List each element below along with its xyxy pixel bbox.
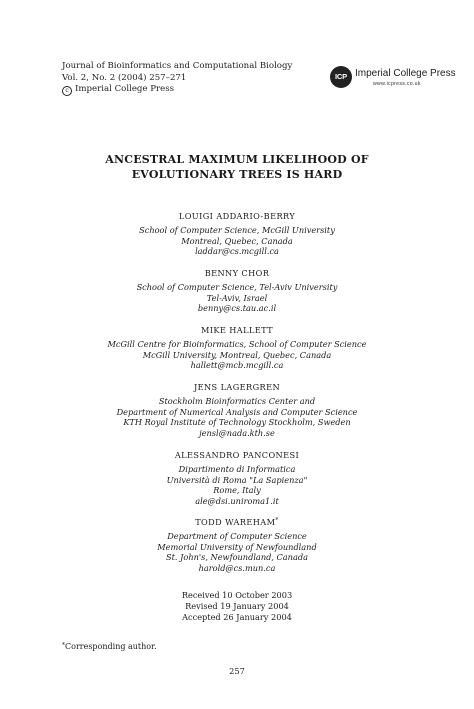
author-block bbox=[0, 325, 474, 371]
author-block bbox=[0, 516, 474, 574]
author-name: MIKE HALLETT bbox=[200, 325, 274, 335]
author-affiliation: Department of Numerical Analysis and Computer Science bbox=[116, 406, 358, 417]
author-affiliation: McGill Centre for Bioinformatics, School of Computer Science bbox=[107, 338, 367, 349]
copyright-icon: c bbox=[62, 86, 72, 96]
author-name bbox=[0, 516, 474, 528]
publisher-logo bbox=[330, 66, 456, 94]
author-affiliation: School of Computer Science, Tel-Aviv University bbox=[136, 281, 338, 292]
author-email: hallett@mcb.mcgill.ca bbox=[190, 360, 284, 371]
journal-copyright bbox=[62, 84, 292, 96]
author-affiliation: Stockholm Bioinformatics Center and bbox=[158, 395, 316, 406]
author-affiliation: Department of Computer Science bbox=[167, 530, 307, 541]
author-affiliation: Tel-Aviv, Israel bbox=[206, 292, 268, 303]
author-affiliation: Rome, Italy bbox=[213, 485, 261, 496]
author-name: LOUIGI ADDARIO-BERRY bbox=[178, 211, 296, 221]
author-affiliation: Università di Roma "La Sapienza" bbox=[166, 474, 308, 485]
corresponding-marker: * bbox=[275, 517, 279, 524]
author-name-text: TODD WAREHAM bbox=[195, 517, 276, 527]
author-block bbox=[0, 268, 474, 314]
journal-header bbox=[62, 61, 292, 96]
author-email: benny@cs.tau.ac.il bbox=[197, 303, 277, 314]
paper-title bbox=[0, 152, 474, 182]
title-line-2: EVOLUTIONARY TREES IS HARD bbox=[131, 168, 343, 181]
author-email: harold@cs.mun.ca bbox=[198, 563, 276, 574]
author-email: laddar@cs.mcgill.ca bbox=[195, 246, 279, 257]
publisher-url: www.icpress.co.uk bbox=[373, 81, 421, 87]
author-email: jensl@nada.kth.se bbox=[199, 428, 275, 439]
title-line-1: ANCESTRAL MAXIMUM LIKELIHOOD OF bbox=[105, 153, 369, 166]
copyright-holder: Imperial College Press bbox=[75, 84, 175, 95]
icp-logo-icon: ICP bbox=[330, 66, 352, 88]
author-block bbox=[0, 450, 474, 507]
author-affiliation: Memorial University of Newfoundland bbox=[157, 541, 317, 552]
publisher-name: Imperial College Press bbox=[355, 68, 456, 79]
received-date: Received 10 October 2003 bbox=[181, 590, 293, 600]
page-number: 257 bbox=[229, 666, 245, 676]
journal-name: Journal of Bioinformatics and Computational Biology bbox=[62, 61, 293, 71]
author-name: BENNY CHOR bbox=[204, 268, 270, 278]
revised-date: Revised 19 January 2004 bbox=[185, 600, 289, 611]
author-affiliation: Dipartimento di Informatica bbox=[178, 463, 296, 474]
author-affiliation: Montreal, Quebec, Canada bbox=[181, 235, 293, 246]
accepted-date: Accepted 26 January 2004 bbox=[182, 611, 292, 622]
author-name: JENS LAGERGREN bbox=[193, 382, 281, 392]
footnote-text: Corresponding author. bbox=[65, 642, 157, 651]
received-dates bbox=[0, 590, 474, 622]
footnote-marker: * bbox=[62, 642, 65, 649]
author-affiliation: St. John's, Newfoundland, Canada bbox=[166, 552, 308, 563]
author-name: ALESSANDRO PANCONESI bbox=[174, 450, 300, 460]
author-affiliation: School of Computer Science, McGill University bbox=[139, 224, 335, 235]
footnote bbox=[62, 642, 157, 651]
author-block bbox=[0, 382, 474, 439]
journal-volume: Vol. 2, No. 2 (2004) 257–271 bbox=[62, 72, 187, 83]
author-affiliation: McGill University, Montreal, Quebec, Canada bbox=[142, 349, 332, 360]
author-affiliation: KTH Royal Institute of Technology Stockholm, Sweden bbox=[123, 417, 351, 428]
author-block bbox=[0, 211, 474, 257]
author-email: ale@dsi.uniroma1.it bbox=[195, 496, 279, 507]
